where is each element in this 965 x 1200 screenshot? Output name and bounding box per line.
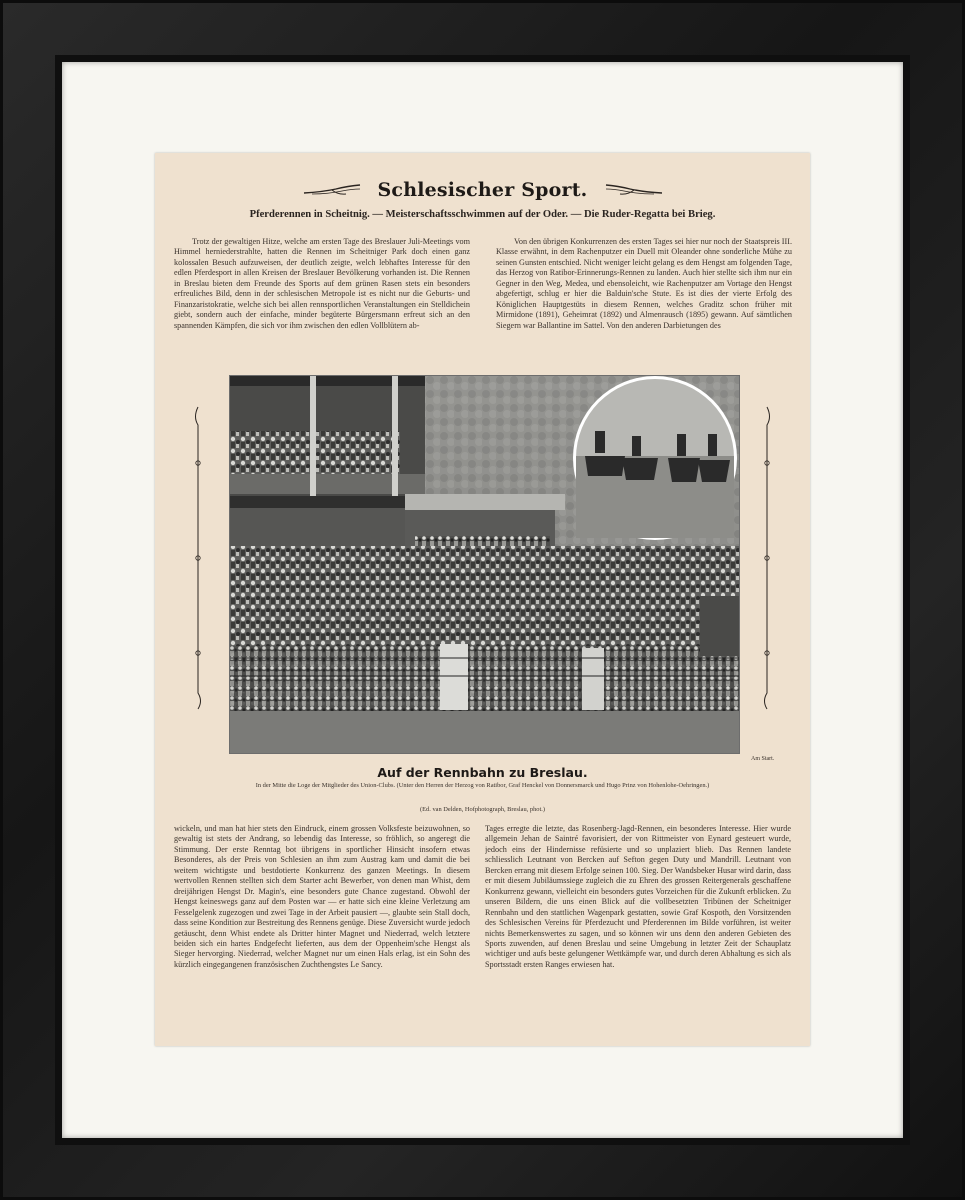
newspaper-page xyxy=(155,153,810,1046)
paragraph: wickeln, und man hat hier stets den Eindruck, einem grossen Volksfeste beizuwohnen, so gewaltig ist stets der Andrang, so lebendig das Interesse, so fröhlich, so angeregt die Stimmung. Der erste Renntag bot übrigens in sportlicher Hinsicht insofern etwas Besonderes, als der Preis von Schlesien an ihm zum Austrag kam und damit die bei weitem wichtigste und bestdotierte Konkurrenz des ganzen Meetings. In diesem wertvollen Rennen stellten sich dem Starter acht Bewerber, von denen man Whist, dem dreijährigen Hengst Dr. Magin's, eine besonders gute Chance zugestand. Obwohl der Hengst keineswegs ganz auf dem Posten war — er hatte sich eine kleine Verletzung am Fesselgelenk zugezogen und zwei Tage in der Arbeit pausiert —, glaubte sein Stall doch, dass seine Kondition zur Bestreitung des Rennens genüge. Diese Zuversicht wurde jedoch getäuscht, denn Whist endete als Dritter hinter Magnet und Niederrad, welch letztere beiden sich ein hartes Endgefecht lieferten, aus dem der Oppenheim'sche Hengst als Sieger hervorging. Niederrad, welcher Magnet nur um einen Hals erlag, ist ein Sohn des kürzlich eingegangenen französischen Zuchthengstes Le Sancy. xyxy=(174,824,470,969)
masthead xyxy=(155,175,810,205)
paragraph: Trotz der gewaltigen Hitze, welche am ersten Tage des Breslauer Juli-Meetings vom Himmel herniederstrahlte, hatten die Rennen im Scheitniger Park doch einen ganz kolossalen Besuch aufzuweisen, der deutlich zeigte, welch lebhaftes Interesse für den edlen Pferdesport in allen Kreisen der Breslauer Bevölkerung vorhanden ist. Die Rennen in Breslau bieten dem Freunde des Sports auf dem grünen Rasen stets ein besonders erfreuliches Bild, denn in der schlesischen Metropole ist es nicht nur die Geburts- und Finanzaristokratie, welche sich bei allen rennsportlichen Veranstaltungen ein Stelldichein giebt, sondern auch der einfache, minder begüterte Bürgersmann erfreut sich an den spannenden Kämpfen, die sich vor ihm zwischen den edlen Vollblütern ab- xyxy=(174,237,470,330)
figure-caption-title: Auf der Rennbahn zu Breslau. xyxy=(377,765,588,780)
inset-label: Am Start. xyxy=(751,756,775,762)
article-column-bottom-right xyxy=(485,824,791,1031)
photo-credit: (Ed. van Delden, Hofphotograph, Breslau, phot.) xyxy=(420,806,545,813)
left-border-ornament-icon xyxy=(191,403,205,713)
article-column-top-left xyxy=(174,237,470,363)
page-title: Schlesischer Sport. xyxy=(377,179,588,201)
figure-caption: In der Mitte die Loge der Mitglieder des Union-Clubs. (Unter den Herren der Herzog von Ratibor, Graf Henckel von Donnersmarck und Hugo Prinz von Hohenlohe-Oehringen.) xyxy=(255,782,710,789)
subtitle: Pferderennen in Scheitnig. — Meisterschaftsschwimmen auf der Oder. — Die Ruder-Regatta bei Brieg. xyxy=(249,209,716,220)
paragraph: Tages erregte die letzte, das Rosenberg-Jagd-Rennen, ein besonderes Interesse. Hier wurde allgemein Jehan de Saintré favorisiert, der von Rittmeister von Eynard gesteuert wurde, jedoch eins der Hindernisse refüsierte und so unplaziert blieb. Das Rennen landete schliesslich Leutnant von Bercken auf Sefton gegen Duty und Mandrill. Leutnant von Bercken errang mit diesem Erfolge seinen 100. Sieg. Der Wandsbeker Husar wird darin, dass er mit diesem Jubiläumssiege zugleich die zu Ehren des grossen Reitergenerals geschaffene Konkurrenz gewann, vielleicht ein besonders gutes Vorzeichen für die Zukunft erblicken. Zu unseren Bildern, die uns einen Blick auf die vollbesetzten Tribünen der Scheitniger Rennbahn und den stattlichen Wagenpark gestatten, sowie Graf Kospoth, den Vorsitzenden des Schlesischen Vereins für Pferdezucht und Pferderennen im Bilde vorführen, ist weiter nichts Bemerkenswertes zu sagen, und so können wir uns denn den anderen Gebieten des Sports zuwenden, auf denen Breslau und seine Umgebung in letzter Zeit der Schauplatz wichtiger und aufs beste gelungener Wettkämpfe war, und durch deren Abhaltung es sich als Sportsstadt ersten Ranges erwiesen hat. xyxy=(485,824,791,969)
racecourse-photograph xyxy=(229,375,740,754)
grandstand-crowd-image xyxy=(230,376,739,753)
right-ornament-icon xyxy=(604,183,664,197)
right-border-ornament-icon xyxy=(760,403,774,713)
left-ornament-icon xyxy=(302,183,362,197)
article-column-top-right xyxy=(496,237,792,363)
article-column-bottom-left xyxy=(174,824,470,1031)
paragraph: Von den übrigen Konkurrenzen des ersten Tages sei hier nur noch der Staatspreis III. Klasse erwähnt, in dem Rachenputzer ein Duell mit Oleander ohne sonderliche Mühe zu seinen Gunsten entschied. Nicht weniger leicht gelang es dem Hengst am folgenden Tage, das Herzog von Ratibor-Erinnerungs-Rennen zu landen. Auch hier stellte sich ihm nur ein Gegner in den Weg, Medea, und ebensoleicht, wie Rachenputzer am Vortage den Hengst abgefertigt, schlug er hier die Balduin'sche Stute. Es ist dies der vierte Erfolg des Königlichen Hauptgestüts in diesem Rennen, welches Graditz schon früher mit Mirmidone (1891), Geheimrat (1892) und Almenrausch (1895) gewann. Auf sämtlichen Siegern war Ballantine im Sattel. Von den anderen Darbietungen des xyxy=(496,237,792,330)
